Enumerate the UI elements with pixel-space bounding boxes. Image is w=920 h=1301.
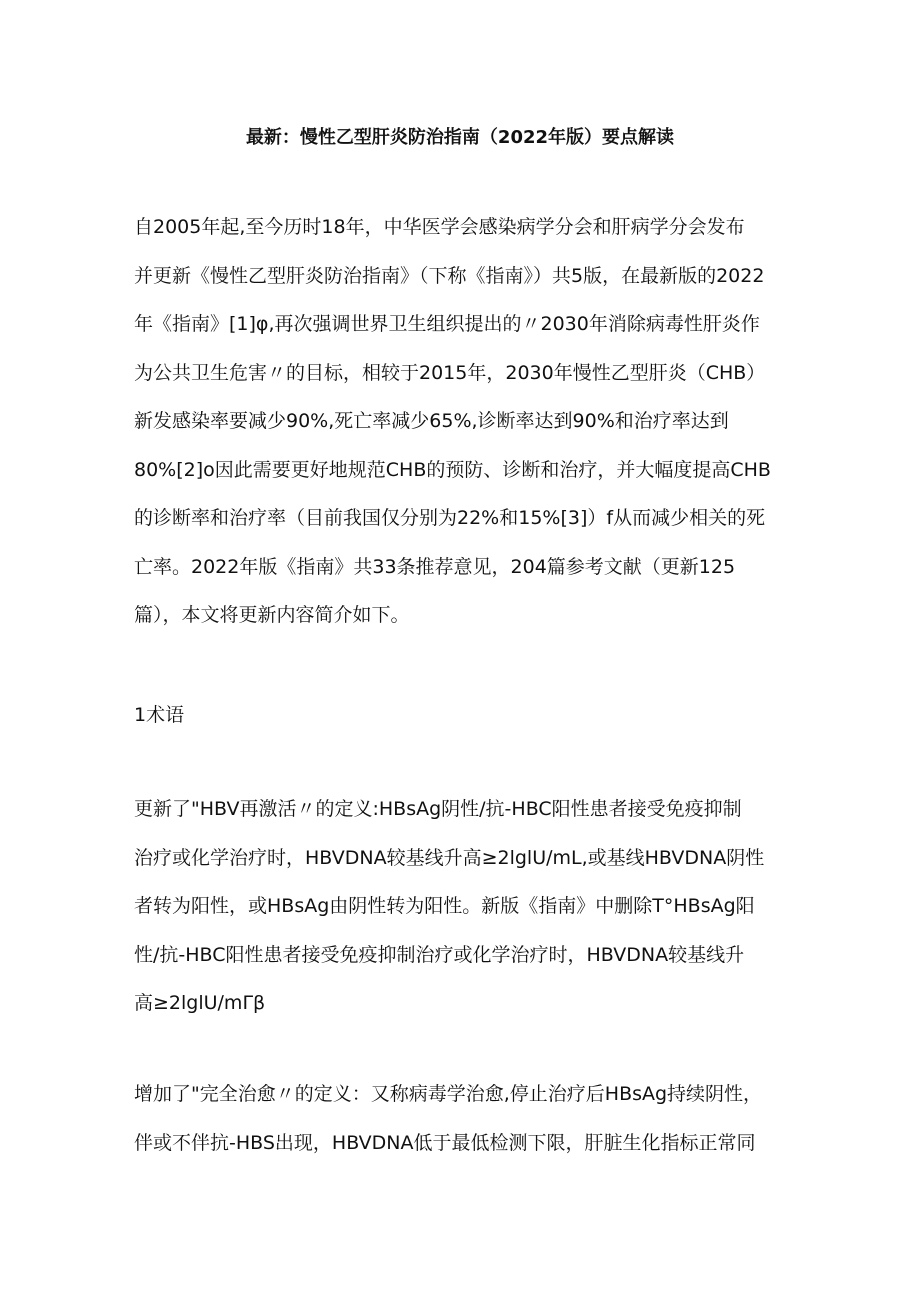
- paragraph-line: 治疗或化学治疗时，HBVDNA较基线升高≥2lglU∕mL,或基线HBVDNA阴性: [134, 846, 765, 869]
- reactivation-paragraph: [134, 795, 794, 1038]
- paragraph-line: 更新了"HBV再激活〃的定义:HBsAg阴性/抗-HBC阳性患者接受免疫抑制: [134, 798, 742, 820]
- paragraph-line: 性/抗-HBC阳性患者接受免疫抑制治疗或化学治疗时，HBVDNA较基线升: [134, 943, 745, 966]
- paragraph-line: 并更新《慢性乙型肝炎防治指南》（下称《指南》）共5版，在最新版的2022: [134, 264, 765, 287]
- paragraph-line: 的诊断率和治疗率（目前我国仅分别为22%和15%[3]）f从而减少相关的死: [134, 507, 766, 529]
- paragraph-line: 篇），本文将更新内容简介如下。: [134, 604, 410, 626]
- paragraph-line: 者转为阳性，或HBsAg由阴性转为阳性。新版《指南》中删除T°HBsAg阳: [134, 895, 755, 917]
- paragraph-line: 高≥2lglU∕mΓβ: [134, 992, 266, 1014]
- paragraph-line: 亡率。2022年版《指南》共33条推荐意见，204篇参考文献（更新125: [134, 555, 736, 578]
- paragraph-line: 为公共卫生危害〃的目标，相较于2015年，2030年慢性乙型肝炎（CHB）: [134, 361, 766, 384]
- paragraph-line: 新发感染率要减少90%,死亡率减少65%,诊断率达到90%和治疗率达到: [134, 410, 729, 432]
- paragraph-line: 增加了"完全治愈〃的定义：又称病毒学治愈,停止治疗后HBsAg持续阴性，: [134, 1083, 763, 1105]
- section-heading: [134, 701, 794, 750]
- intro-paragraph: [134, 213, 794, 650]
- paragraph-line: 自2005年起,至今历时18年，中华医学会感染病学分会和肝病学分会发布: [134, 216, 745, 238]
- document-title: 最新：慢性乙型肝炎防治指南（2022年版）要点解读: [245, 127, 675, 148]
- paragraph-line: 80%[2]o因此需要更好地规范CHB的预防、诊断和治疗，并大幅度提高CHB: [134, 458, 771, 481]
- paragraph-line: 伴或不伴抗-HBS出现，HBVDNA低于最低检测下限，肝脏生化指标正常同: [134, 1131, 756, 1154]
- cure-paragraph: [134, 1080, 794, 1177]
- section-heading-text: 1术语: [134, 704, 185, 726]
- paragraph-line: 年《指南》[1]φ,再次强调世界卫生组织提出的〃2030年消除病毒性肝炎作: [134, 313, 760, 335]
